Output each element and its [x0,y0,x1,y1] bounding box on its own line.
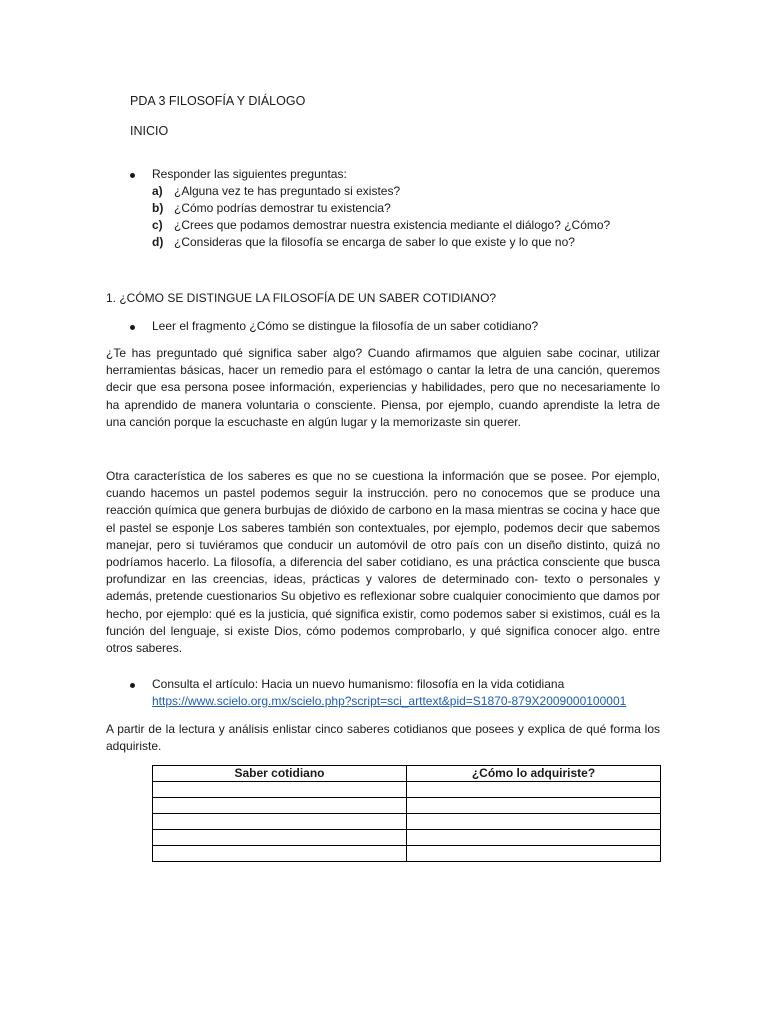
section-subtitle: INICIO [130,124,169,138]
section-heading: 1. ¿CÓMO SE DISTINGUE LA FILOSOFÍA DE UN SABER COTIDIANO? [106,291,497,305]
saberes-table [152,765,661,862]
table-row [153,846,661,862]
question-text: ¿Consideras que la filosofía se encarga de saber lo que existe y lo que no? [174,235,575,249]
table-cell[interactable] [407,798,661,814]
question-text: ¿Crees que podamos demostrar nuestra existencia mediante el diálogo? ¿Cómo? [174,218,611,232]
question-letter: b) [152,201,164,215]
table-cell[interactable] [153,814,407,830]
table-row [153,782,661,798]
table-row [153,814,661,830]
table-cell[interactable] [407,814,661,830]
paragraph-saber: ¿Te has preguntado qué significa saber algo? Cuando afirmamos que alguien sabe cocinar, utilizar herramientas básicas, hacer un remedio para el estómago o cantar la letra de una canción, queremos decir que esa persona posee información, experiencias y habilidades, pero que no necesariamente lo ha aprendido de manera voluntaria o consciente. Piensa, por ejemplo, cuando aprendiste la letra de una canción porque la escuchaste en algún lugar y la memorizaste sin querer. [106,346,660,429]
table-cell[interactable] [407,782,661,798]
table-cell[interactable] [153,846,407,862]
table-row [153,798,661,814]
table-header-como: ¿Cómo lo adquiriste? [407,766,661,782]
table-cell[interactable] [153,830,407,846]
question-text: ¿Alguna vez te has preguntado si existes? [174,184,401,198]
bullet-instruction: Responder las siguientes preguntas: [152,167,347,181]
article-link-line [152,693,626,710]
question-letter: a) [152,184,163,198]
question-letter: d) [152,235,164,249]
table-row [153,830,661,846]
question-letter: c) [152,218,163,232]
bullet-icon [130,683,135,688]
table-cell[interactable] [153,782,407,798]
bullet-icon [130,173,135,178]
article-link[interactable]: https://www.scielo.org.mx/scielo.php?script=sci_arttext&pid=S1870-879X2009000100001 [152,694,627,708]
table-cell[interactable] [407,830,661,846]
paragraph-filosofia: Otra característica de los saberes es que no se cuestiona la información que se posee. Por ejemplo, cuando hacemos un pastel podemos seguir la instrucción. pero no conocemos que se produce una reacción química que genera burbujas de dióxido de carbono en la masa mientras se cocina y hace que el pastel se esponje Los saberes también son contextuales, por ejemplo, podemos decir que sabemos manejar, pero si tuviéramos que conducir un automóvil de otro país con un diseño distinto, quizá no podríamos hacerlo. La filosofía, a diferencia del saber cotidiano, es una práctica consciente que busca profundizar en las creencias, ideas, prácticas y valores de determinado con- texto o personales y además, pretende cuestionarios Su objetivo es reflexionar sobre cualquier conocimiento que damos por hecho, por ejemplo: qué es la justicia, qué significa existir, como podemos saber si existimos, cuál es la función del lenguaje, si existe Dios, cómo podemos comprobarlo, y qué significa conocer algo. entre otros saberes. [106,469,660,656]
document-title: PDA 3 FILOSOFÍA Y DIÁLOGO [130,94,306,108]
table-cell[interactable] [407,846,661,862]
bullet-article: Consulta el artículo: Hacia un nuevo humanismo: filosofía en la vida cotidiana [152,677,565,691]
bullet-reading: Leer el fragmento ¿Cómo se distingue la filosofía de un saber cotidiano? [152,319,539,333]
table-cell[interactable] [153,798,407,814]
bullet-icon [130,325,135,330]
paragraph-instruction: A partir de la lectura y análisis enlistar cinco saberes cotidianos que posees y explica de qué forma los adquiriste. [106,722,660,754]
table-header-row [153,766,661,782]
table-header-saber: Saber cotidiano [153,766,407,782]
question-text: ¿Cómo podrías demostrar tu existencia? [174,201,391,215]
